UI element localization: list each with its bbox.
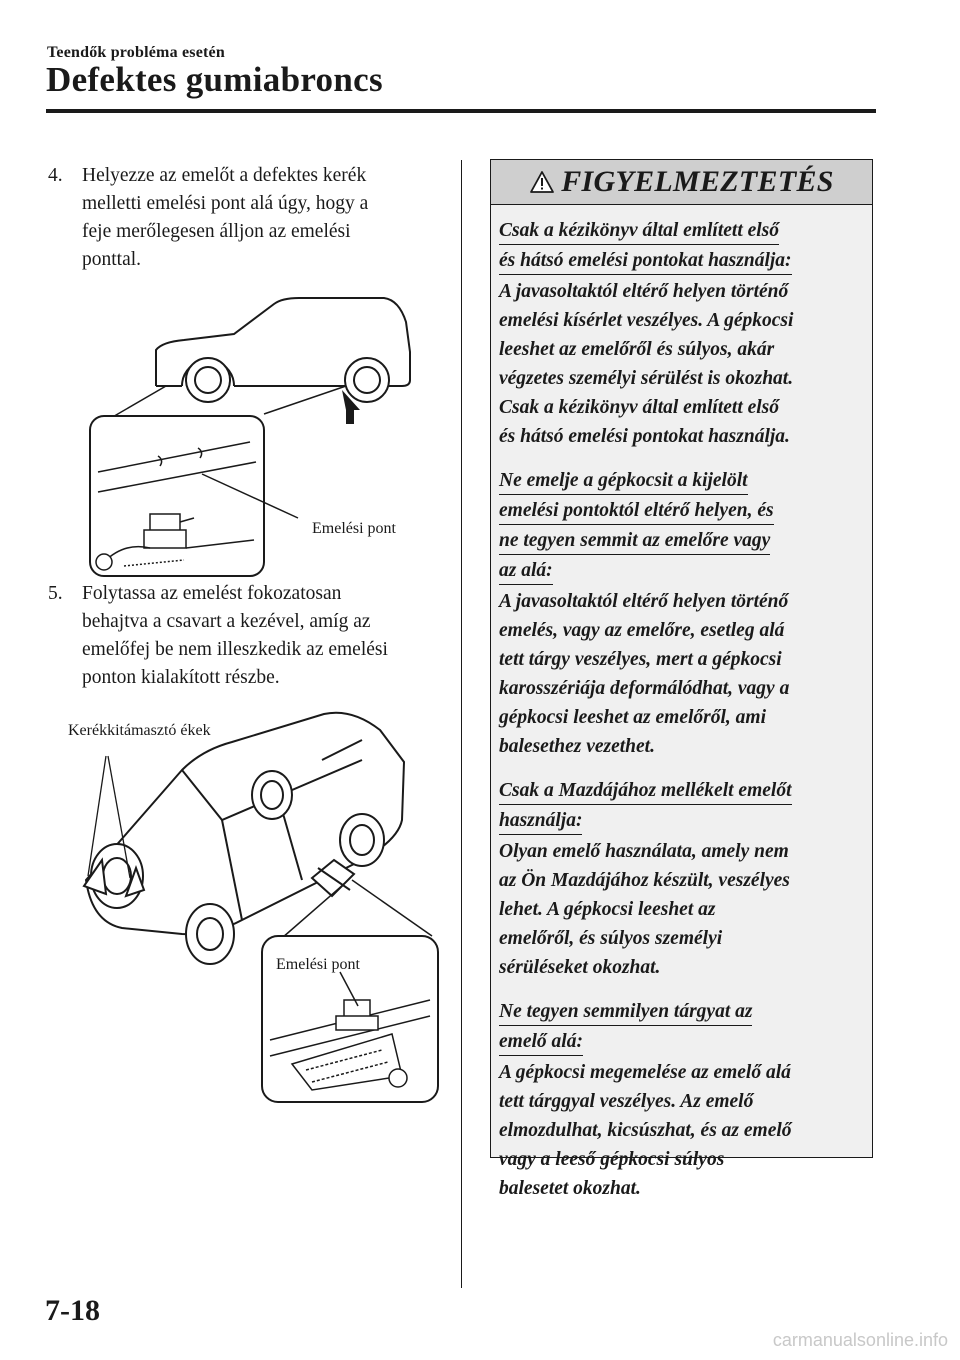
warning-box xyxy=(490,159,873,1199)
warning-text-line: végzetes személyi sérülést is okozhat. xyxy=(499,368,794,389)
step-line: melletti emelési pont alá úgy, hogy a xyxy=(82,193,369,214)
warning-heading-line: az alá: xyxy=(499,557,553,585)
warning-text-line: elmozdulhat, kicsúszhat, és az emelő xyxy=(499,1120,792,1141)
warning-text-line: A javasoltaktól eltérő helyen történő xyxy=(499,281,789,302)
step-line: Helyezze az emelőt a defektes kerék xyxy=(82,165,367,186)
warning-header xyxy=(491,160,872,205)
step-number: 4. xyxy=(48,165,63,186)
warning-text-line: tett tárgy veszélyes, mert a gépkocsi xyxy=(499,649,782,670)
warning-paragraph xyxy=(499,777,862,982)
warning-heading-line: és hátsó emelési pontokat használja: xyxy=(499,247,792,275)
warning-text-line: leeshet az emelőről és súlyos, akár xyxy=(499,339,775,360)
step-text xyxy=(82,162,448,274)
warning-text-line: emelési kísérlet veszélyes. A gépkocsi xyxy=(499,310,794,331)
warning-text-line: A javasoltaktól eltérő helyen történő xyxy=(499,591,789,612)
wheel-chock-label: Kerékkitámasztó ékek xyxy=(68,722,211,739)
warning-text-line: az Ön Mazdájához készült, veszélyes xyxy=(499,870,790,891)
step-line: behajtva a csavart a kezével, amíg az xyxy=(82,611,371,632)
warning-heading-line: Ne emelje a gépkocsit a kijelölt xyxy=(499,467,748,495)
watermark: carmanualsonline.info xyxy=(772,1330,948,1350)
warning-text-line: karosszériája deformálódhat, vagy a xyxy=(499,678,790,699)
step-line: ponttal. xyxy=(82,249,142,270)
warning-title: FIGYELMEZTETÉS xyxy=(561,165,834,198)
warning-heading-line: emelő alá: xyxy=(499,1028,583,1056)
warning-text-line: balesetet okozhat. xyxy=(499,1178,641,1199)
jack-point-figure xyxy=(84,292,434,582)
warning-heading-line: Csak a kézikönyv által említett első xyxy=(499,217,779,245)
column-divider xyxy=(461,160,462,1288)
warning-text-line: sérüléseket okozhat. xyxy=(499,957,661,978)
step-5 xyxy=(48,580,448,692)
step-line: emelőfej be nem illeszkedik az emelési xyxy=(82,639,388,660)
warning-heading-line: Ne tegyen semmilyen tárgyat az xyxy=(499,998,752,1026)
warning-heading-line: ne tegyen semmit az emelőre vagy xyxy=(499,527,770,555)
step-line: ponton kialakított részbe. xyxy=(82,667,280,688)
warning-text-line: emelés, vagy az emelőre, esetleg alá xyxy=(499,620,785,641)
warning-text-line: és hátsó emelési pontokat használja. xyxy=(499,426,790,447)
page-title: Defektes gumiabroncs xyxy=(46,60,383,99)
warning-paragraph xyxy=(499,217,862,451)
step-4 xyxy=(48,162,448,274)
car-perspective-illustration xyxy=(62,700,452,1130)
jack-point-label: Emelési pont xyxy=(312,520,396,537)
warning-text-line: tett tárggyal veszélyes. Az emelő xyxy=(499,1091,754,1112)
step-number: 5. xyxy=(48,583,63,604)
warning-text-line: emelőről, és súlyos személyi xyxy=(499,928,723,949)
warning-text-line: vagy a leeső gépkocsi súlyos xyxy=(499,1149,725,1170)
step-line: feje merőlegesen álljon az emelési xyxy=(82,221,351,242)
section-label: Teendők probléma esetén xyxy=(47,44,225,61)
car-side-illustration xyxy=(84,292,434,582)
warning-text-line: A gépkocsi megemelése az emelő alá xyxy=(499,1062,791,1083)
warning-triangle-icon xyxy=(529,170,555,194)
warning-paragraph xyxy=(499,998,862,1203)
step-line: Folytassa az emelést fokozatosan xyxy=(82,583,342,604)
warning-text-line: lehet. A gépkocsi leeshet az xyxy=(499,899,716,920)
warning-text-line: Csak a kézikönyv által említett első xyxy=(499,397,780,418)
warning-paragraph xyxy=(499,467,862,761)
step-text xyxy=(82,580,448,692)
warning-heading-line: Csak a Mazdájához mellékelt emelőt xyxy=(499,777,792,805)
header-rule xyxy=(46,109,876,113)
wheel-chock-figure xyxy=(62,700,452,1130)
jack-point-label: Emelési pont xyxy=(276,956,360,973)
warning-body xyxy=(491,205,872,1203)
warning-heading-line: használja: xyxy=(499,807,582,835)
warning-text-line: Olyan emelő használata, amely nem xyxy=(499,841,789,862)
warning-heading-line: emelési pontoktól eltérő helyen, és xyxy=(499,497,774,525)
page-number: 7-18 xyxy=(45,1294,100,1327)
warning-text-line: gépkocsi leeshet az emelőről, ami xyxy=(499,707,767,728)
warning-text-line: balesethez vezethet. xyxy=(499,736,655,757)
